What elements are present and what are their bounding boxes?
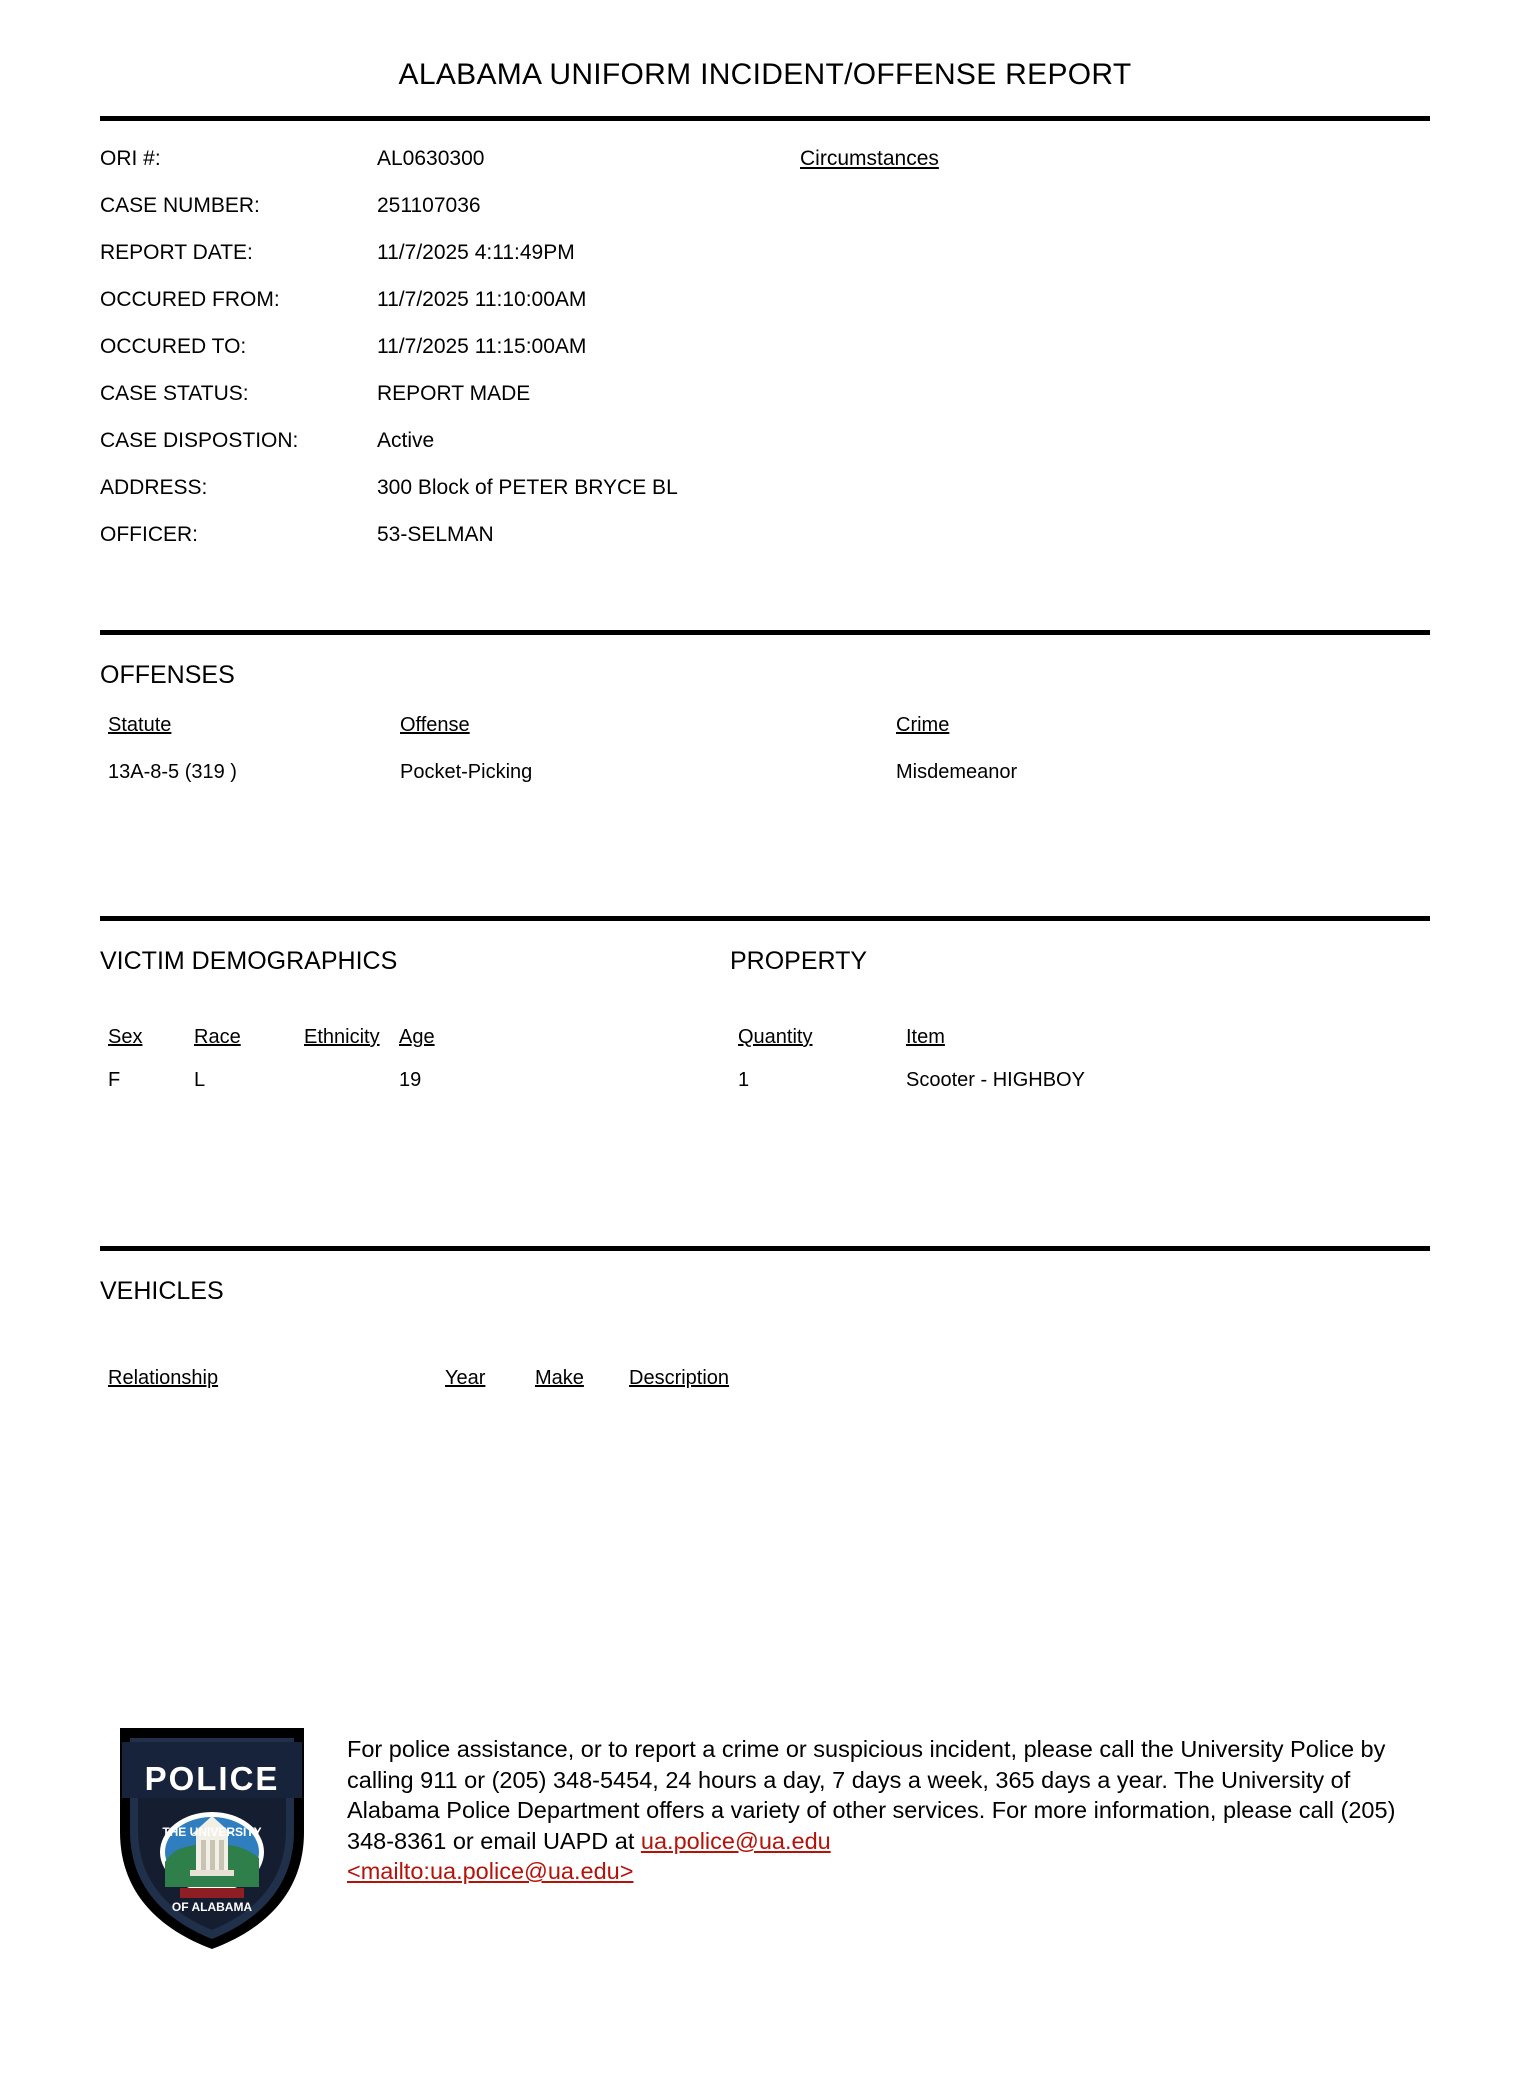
- cell-crime: Misdemeanor: [896, 761, 1018, 783]
- property-block: [730, 921, 1430, 1092]
- field-value: 11/7/2025 4:11:49PM: [377, 241, 575, 264]
- cell-item: Scooter - HIGHBOY: [906, 1069, 1085, 1091]
- field-label: OFFICER:: [100, 523, 198, 546]
- circumstances-label: Circumstances: [800, 147, 939, 170]
- table-row: [730, 1049, 1430, 1092]
- field-value: 11/7/2025 11:10:00AM: [377, 288, 587, 311]
- field-label: ADDRESS:: [100, 476, 208, 499]
- vehicles-section: [100, 1246, 1430, 1390]
- field-label: ORI #:: [100, 147, 161, 170]
- header-field-row: [100, 147, 1430, 194]
- victim-column-headers: [100, 982, 730, 1049]
- header-field-row: [100, 523, 1430, 570]
- vehicles-column-headers: [100, 1312, 1430, 1390]
- field-value: Active: [377, 429, 435, 452]
- badge-police-text: POLICE: [144, 1760, 280, 1797]
- field-label: OCCURED TO:: [100, 335, 247, 358]
- offenses-title: OFFENSES: [100, 661, 235, 689]
- column-header-statute: Statute: [108, 714, 172, 736]
- header-field-row: [100, 429, 1430, 476]
- police-badge-logo: [92, 1712, 332, 1960]
- vehicles-title: VEHICLES: [100, 1277, 224, 1305]
- column-header-sex: Sex: [108, 1026, 143, 1048]
- cell-quantity: 1: [738, 1069, 750, 1091]
- offenses-column-headers: [100, 696, 1430, 737]
- footer: [92, 1712, 1440, 1960]
- column-header-description: Description: [629, 1367, 730, 1389]
- victim-demographics-block: [100, 921, 730, 1092]
- column-header-year: Year: [445, 1367, 486, 1389]
- property-title: PROPERTY: [730, 947, 868, 975]
- property-column-headers: [730, 982, 1430, 1049]
- column-header-quantity: Quantity: [738, 1026, 813, 1048]
- column-header-item: Item: [906, 1026, 945, 1048]
- column-header-relationship: Relationship: [108, 1367, 219, 1389]
- cell-statute: 13A-8-5 (319 ): [108, 761, 237, 783]
- field-label: CASE DISPOSTION:: [100, 429, 299, 452]
- cell-offense: Pocket-Picking: [400, 761, 533, 783]
- header-field-row: [100, 382, 1430, 429]
- column-header-ethnicity: Ethnicity: [304, 1026, 380, 1048]
- table-row: [100, 1049, 730, 1092]
- offenses-section: [100, 630, 1430, 784]
- column-header-age: Age: [399, 1026, 435, 1048]
- victim-property-section: [100, 916, 1430, 1092]
- badge-arc-top: THE UNIVERSITY: [162, 1825, 262, 1839]
- footer-body: For police assistance, or to report a crime or suspicious incident, please call the University Police by calling 911 or (205) 348-5454, 24 hours a day, 7 days a week, 365 days a year. The University of Alabama Police Department offers a variety of other services. For more information, please call (205) 348-8361 or email UAPD at: [347, 1736, 1396, 1854]
- column-header-offense: Offense: [400, 714, 470, 736]
- mailto-link[interactable]: <mailto:ua.police@ua.edu>: [347, 1858, 634, 1885]
- cell-race: L: [194, 1069, 206, 1091]
- column-header-crime: Crime: [896, 714, 950, 736]
- victim-title: VICTIM DEMOGRAPHICS: [100, 947, 398, 975]
- page-title: ALABAMA UNIFORM INCIDENT/OFFENSE REPORT: [398, 58, 1132, 91]
- header-field-row: [100, 335, 1430, 382]
- email-link[interactable]: ua.police@ua.edu: [640, 1827, 831, 1854]
- case-header: [100, 121, 1430, 570]
- field-value: REPORT MADE: [377, 382, 531, 405]
- police-shield-icon: [92, 1712, 332, 1960]
- field-label: CASE NUMBER:: [100, 194, 260, 217]
- column-header-make: Make: [535, 1367, 584, 1389]
- header-field-row: [100, 288, 1430, 335]
- cell-age: 19: [399, 1069, 422, 1091]
- badge-arc-bottom: OF ALABAMA: [171, 1900, 253, 1914]
- footer-contact-text: [332, 1712, 1440, 1887]
- field-label: REPORT DATE:: [100, 241, 253, 264]
- table-row: [100, 737, 1430, 784]
- cell-ethnicity: [304, 1069, 399, 1092]
- cell-sex: F: [108, 1069, 121, 1091]
- header-field-row: [100, 194, 1430, 241]
- field-label: OCCURED FROM:: [100, 288, 280, 311]
- header-field-row: [100, 241, 1430, 288]
- field-label: CASE STATUS:: [100, 382, 249, 405]
- field-value: 53-SELMAN: [377, 523, 494, 546]
- field-value: AL0630300: [377, 147, 485, 170]
- column-header-race: Race: [194, 1026, 241, 1048]
- field-value: 11/7/2025 11:15:00AM: [377, 335, 587, 358]
- field-value: 251107036: [377, 194, 481, 217]
- header-field-row: [100, 476, 1430, 523]
- field-value: 300 Block of PETER BRYCE BL: [377, 476, 678, 499]
